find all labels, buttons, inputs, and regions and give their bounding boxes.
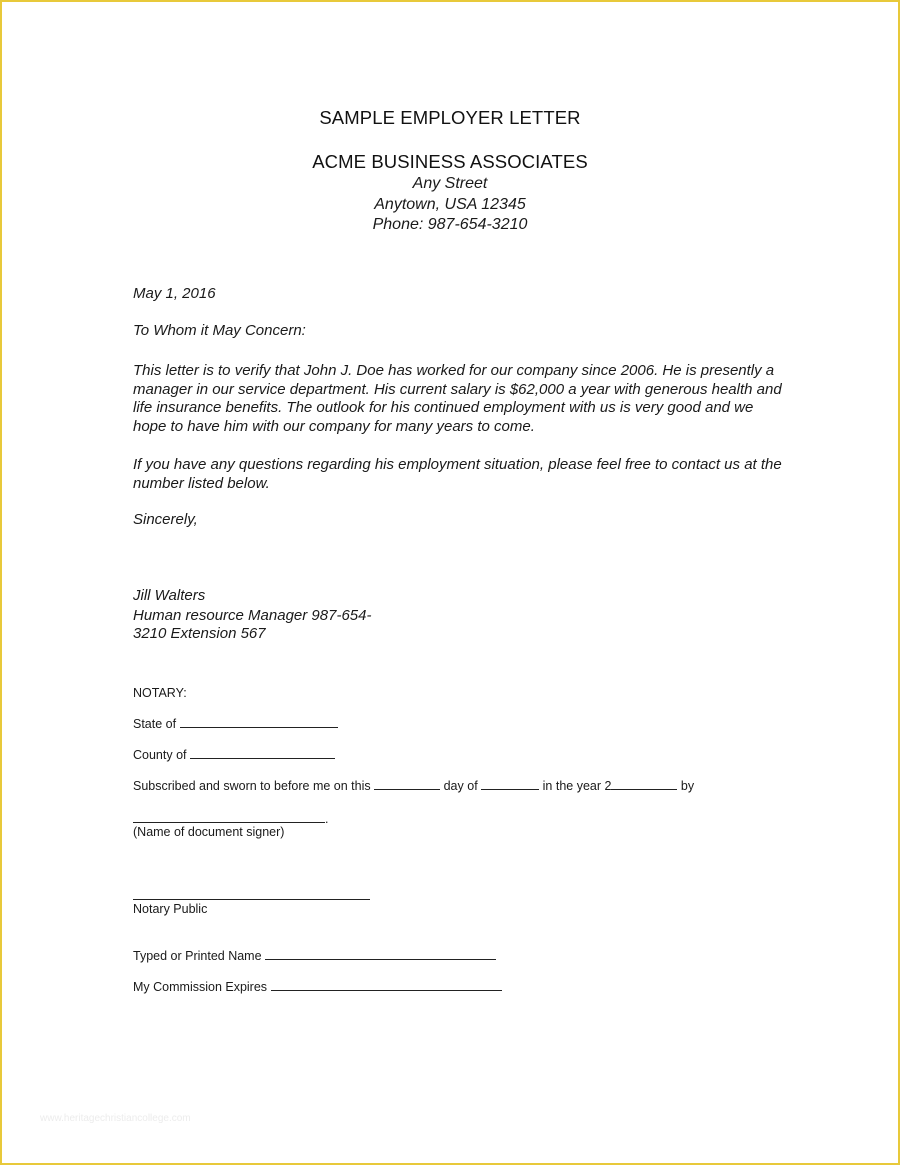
signer-name: Jill Walters [133, 587, 206, 604]
sworn-text-1: Subscribed and sworn to before me on this [133, 779, 371, 793]
notary-state-row [133, 717, 338, 731]
notary-heading: NOTARY: [133, 686, 187, 700]
state-field[interactable] [180, 717, 338, 728]
signer-caption: (Name of document signer) [133, 825, 285, 839]
commission-field[interactable] [271, 980, 502, 991]
letter-date: May 1, 2016 [133, 285, 216, 302]
company-name: ACME BUSINESS ASSOCIATES [312, 151, 588, 172]
company-city: Anytown, USA 12345 [374, 196, 526, 213]
sworn-text-4: by [680, 779, 695, 793]
notary-sworn-row [133, 779, 694, 793]
state-label: State of [133, 717, 177, 731]
signer-title-line-2: 3210 Extension 567 [133, 625, 266, 642]
sworn-year-field[interactable] [611, 779, 677, 790]
notary-public-label: Notary Public [133, 902, 208, 916]
notary-signature-line[interactable] [133, 899, 370, 900]
letter-title: SAMPLE EMPLOYER LETTER [319, 107, 581, 128]
signer-suffix: . [325, 812, 329, 826]
letter-salutation: To Whom it May Concern: [133, 322, 306, 339]
company-phone: Phone: 987-654-3210 [372, 216, 528, 233]
sworn-text-2: day of [443, 779, 478, 793]
typed-name-field[interactable] [265, 949, 496, 960]
typed-name-row [133, 949, 496, 963]
document-signer-field[interactable] [133, 812, 325, 823]
signer-title-line-1: Human resource Manager 987-654- [133, 607, 372, 624]
commission-row [133, 980, 502, 994]
sworn-text-3: in the year 2 [542, 779, 612, 793]
county-label: County of [133, 748, 187, 762]
signer-name-row [133, 812, 328, 826]
letter-paragraph-1: This letter is to verify that John J. Doe has worked for our company since 2006. He is presently a manager in our service department. His current salary is $62,000 a year with generous health and life insurance benefits. The outlook for his continued employment with us is very good and we hope to have him with our company for many years to come. [133, 362, 782, 435]
watermark-text: www.heritagechristiancollege.com [40, 1113, 191, 1124]
sworn-month-field[interactable] [481, 779, 539, 790]
letter-paragraph-2: If you have any questions regarding his employment situation, please feel free to contact us at the number listed below. [133, 456, 782, 492]
company-street: Any Street [412, 175, 488, 192]
letter-closing: Sincerely, [133, 511, 198, 528]
commission-label: My Commission Expires [133, 980, 268, 994]
county-field[interactable] [190, 748, 335, 759]
typed-name-label: Typed or Printed Name [133, 949, 262, 963]
sworn-day-field[interactable] [374, 779, 440, 790]
notary-county-row [133, 748, 335, 762]
